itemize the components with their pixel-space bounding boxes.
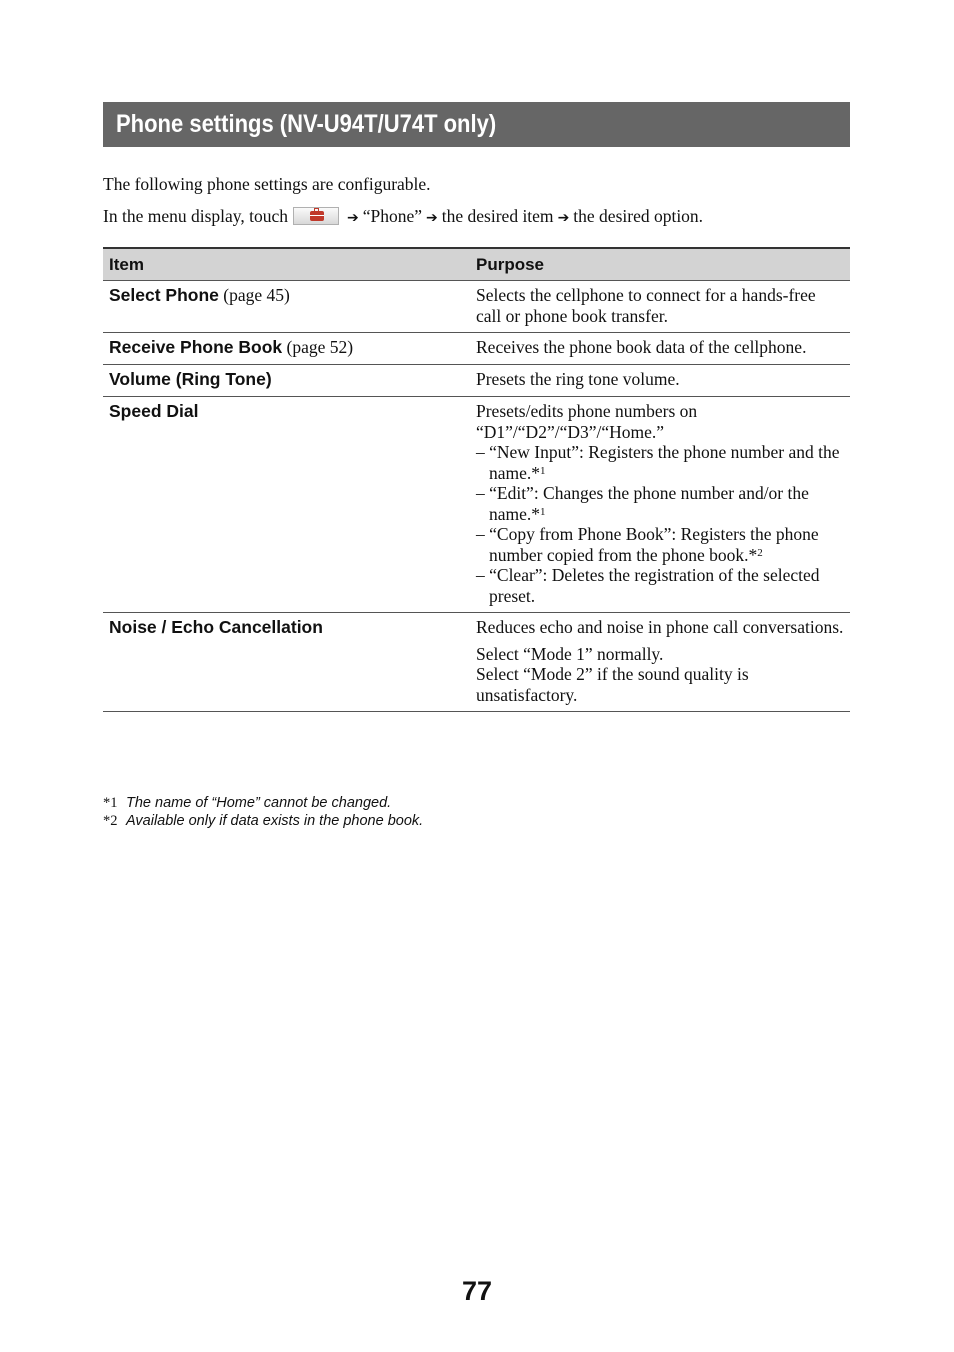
item-cell <box>103 365 470 397</box>
table-row <box>103 397 850 613</box>
list-item <box>476 483 844 524</box>
item-name: Receive Phone Book <box>109 337 283 357</box>
footnote-ref: 1 <box>540 464 546 477</box>
purpose-paragraph <box>476 644 844 706</box>
table-row <box>103 365 850 397</box>
menu-instruction <box>103 206 703 227</box>
list-item <box>476 524 844 565</box>
toolbox-icon <box>310 211 324 221</box>
table-row <box>103 613 850 712</box>
page-reference: (page 45) <box>218 285 290 305</box>
option-list <box>476 442 844 606</box>
footnote-mark: *2 <box>103 813 118 829</box>
section-title: Phone settings (NV-U94T/U74T only) <box>116 110 497 138</box>
item-name: Noise / Echo Cancellation <box>109 617 323 637</box>
purpose-cell <box>470 397 850 613</box>
table-row <box>103 333 850 365</box>
footnotes <box>103 794 423 830</box>
list-item <box>476 442 844 483</box>
arrow-right-icon: ➔ <box>557 210 570 226</box>
section-title-bar <box>103 102 850 147</box>
footnote-ref: 2 <box>757 546 763 559</box>
menu-button[interactable] <box>293 207 339 225</box>
mode-1-note: Select “Mode 1” normally. <box>476 643 664 664</box>
phone-settings-table <box>103 247 850 712</box>
footnote <box>103 812 423 830</box>
arrow-right-icon: ➔ <box>347 210 359 226</box>
item-name: Speed Dial <box>109 401 199 421</box>
header-purpose: Purpose <box>470 248 850 281</box>
item-cell <box>103 333 470 365</box>
step-phone: “Phone” <box>362 206 423 226</box>
purpose-paragraph: Reduces echo and noise in phone call conversations. <box>476 617 844 637</box>
option-text: – “Copy from Phone Book”: Registers the phone number copied from the phone book.* <box>476 524 819 565</box>
intro-text: The following phone settings are configurable. <box>103 174 431 194</box>
item-cell <box>103 281 470 333</box>
item-name: Select Phone <box>109 285 219 305</box>
purpose-intro: Presets/edits phone numbers on “D1”/“D2”/“D3”/“Home.” <box>476 401 698 442</box>
table-header-row <box>103 248 850 281</box>
purpose-cell: Presets the ring tone volume. <box>470 365 850 397</box>
option-text: – “Clear”: Deletes the registration of the selected preset. <box>476 565 820 606</box>
option-text: – “New Input”: Registers the phone number and the name.* <box>476 442 840 483</box>
table-row <box>103 281 850 333</box>
footnote-mark: *1 <box>103 795 118 811</box>
footnote-ref: 1 <box>540 505 546 518</box>
step-item: the desired item <box>441 206 554 226</box>
purpose-cell: Selects the cellphone to connect for a hands-free call or phone book transfer. <box>470 281 850 333</box>
option-text: – “Edit”: Changes the phone number and/or the name.* <box>476 483 809 524</box>
page-number: 77 <box>461 1276 493 1306</box>
list-item <box>476 565 844 606</box>
purpose-cell <box>470 613 850 712</box>
item-name: Volume (Ring Tone) <box>109 369 272 389</box>
arrow-right-icon: ➔ <box>426 210 438 226</box>
header-item: Item <box>103 248 470 281</box>
footnote-text: Available only if data exists in the phone book. <box>126 813 424 829</box>
instruction-lead: In the menu display, touch <box>103 206 289 226</box>
page-reference: (page 52) <box>282 337 354 357</box>
purpose-cell: Receives the phone book data of the cellphone. <box>470 333 850 365</box>
footnote <box>103 794 423 812</box>
item-cell <box>103 613 470 712</box>
mode-2-note: Select “Mode 2” if the sound quality is unsatisfactory. <box>476 664 749 705</box>
step-option: the desired option. <box>573 206 704 226</box>
item-cell <box>103 397 470 613</box>
footnote-text: The name of “Home” cannot be changed. <box>126 795 392 811</box>
